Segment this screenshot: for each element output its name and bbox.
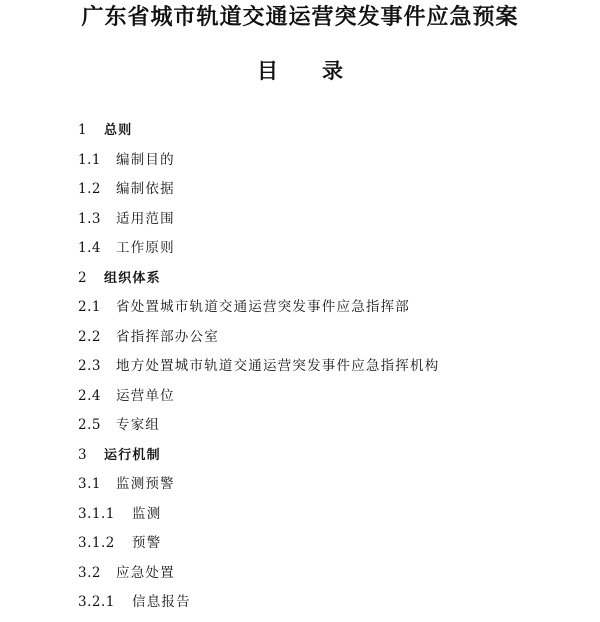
toc-entry[interactable] bbox=[78, 533, 439, 563]
toc-entry[interactable] bbox=[78, 415, 439, 445]
toc-entry[interactable] bbox=[78, 150, 439, 180]
toc-entry-number: 1.4 bbox=[78, 240, 101, 256]
toc-entry-number: 3.1.1 bbox=[78, 505, 115, 522]
toc-entry-title: 编制依据 bbox=[116, 181, 175, 197]
toc-entry-number: 1.2 bbox=[78, 181, 101, 197]
toc-entry[interactable] bbox=[78, 445, 439, 475]
toc-entry[interactable] bbox=[78, 386, 439, 416]
toc-entry[interactable] bbox=[78, 120, 439, 150]
toc-entry[interactable] bbox=[78, 592, 439, 622]
table-of-contents bbox=[78, 120, 439, 622]
toc-entry-number: 3 bbox=[78, 446, 88, 463]
toc-entry-title: 适用范围 bbox=[116, 210, 175, 227]
toc-heading bbox=[0, 57, 600, 85]
toc-entry-title: 总则 bbox=[104, 123, 133, 138]
toc-entry[interactable] bbox=[78, 179, 439, 209]
toc-entry[interactable] bbox=[78, 504, 439, 534]
toc-entry-number: 2.2 bbox=[78, 328, 101, 345]
toc-entry[interactable] bbox=[78, 327, 439, 357]
toc-entry-title: 预警 bbox=[132, 535, 162, 551]
toc-entry[interactable] bbox=[78, 356, 439, 386]
toc-entry[interactable] bbox=[78, 563, 439, 593]
toc-entry-title: 地方处置城市轨道交通运营突发事件应急指挥机构 bbox=[116, 358, 440, 374]
toc-entry-title: 运营单位 bbox=[116, 387, 175, 404]
toc-entry-title: 信息报告 bbox=[132, 594, 191, 610]
toc-entry-title: 组织体系 bbox=[104, 270, 161, 286]
toc-entry[interactable] bbox=[78, 474, 439, 504]
toc-entry-number: 2 bbox=[78, 269, 88, 286]
toc-entry[interactable] bbox=[78, 209, 439, 239]
toc-entry-title: 运行机制 bbox=[104, 447, 161, 463]
document-title: 广东省城市轨道交通运营突发事件应急预案 bbox=[81, 4, 519, 30]
toc-entry-title: 工作原则 bbox=[116, 240, 175, 256]
toc-entry-number: 1 bbox=[78, 122, 88, 138]
toc-entry-number: 3.1.2 bbox=[78, 535, 115, 551]
toc-entry-number: 3.2 bbox=[78, 564, 101, 581]
toc-entry-title: 省指挥部办公室 bbox=[116, 328, 219, 345]
toc-entry-number: 1.3 bbox=[78, 210, 101, 227]
toc-entry[interactable] bbox=[78, 238, 439, 268]
toc-entry[interactable] bbox=[78, 268, 439, 298]
toc-heading-char-1: 目 bbox=[257, 58, 278, 83]
toc-entry-number: 1.1 bbox=[78, 151, 101, 168]
toc-entry-number: 3.1 bbox=[78, 476, 101, 492]
toc-entry-number: 2.3 bbox=[78, 358, 101, 374]
toc-entry-title: 专家组 bbox=[116, 417, 161, 433]
toc-entry-title: 编制目的 bbox=[116, 151, 175, 168]
toc-entry-title: 省处置城市轨道交通运营突发事件应急指挥部 bbox=[116, 299, 410, 315]
toc-entry-title: 监测 bbox=[132, 505, 162, 522]
toc-entry-title: 应急处置 bbox=[116, 564, 175, 581]
toc-heading-char-2: 录 bbox=[322, 58, 343, 83]
toc-entry-number: 2.5 bbox=[78, 417, 101, 433]
toc-entry-number: 2.1 bbox=[78, 299, 101, 315]
toc-entry-number: 3.2.1 bbox=[78, 594, 115, 610]
toc-entry[interactable] bbox=[78, 297, 439, 327]
toc-entry-title: 监测预警 bbox=[116, 476, 175, 492]
toc-entry-number: 2.4 bbox=[78, 387, 101, 404]
